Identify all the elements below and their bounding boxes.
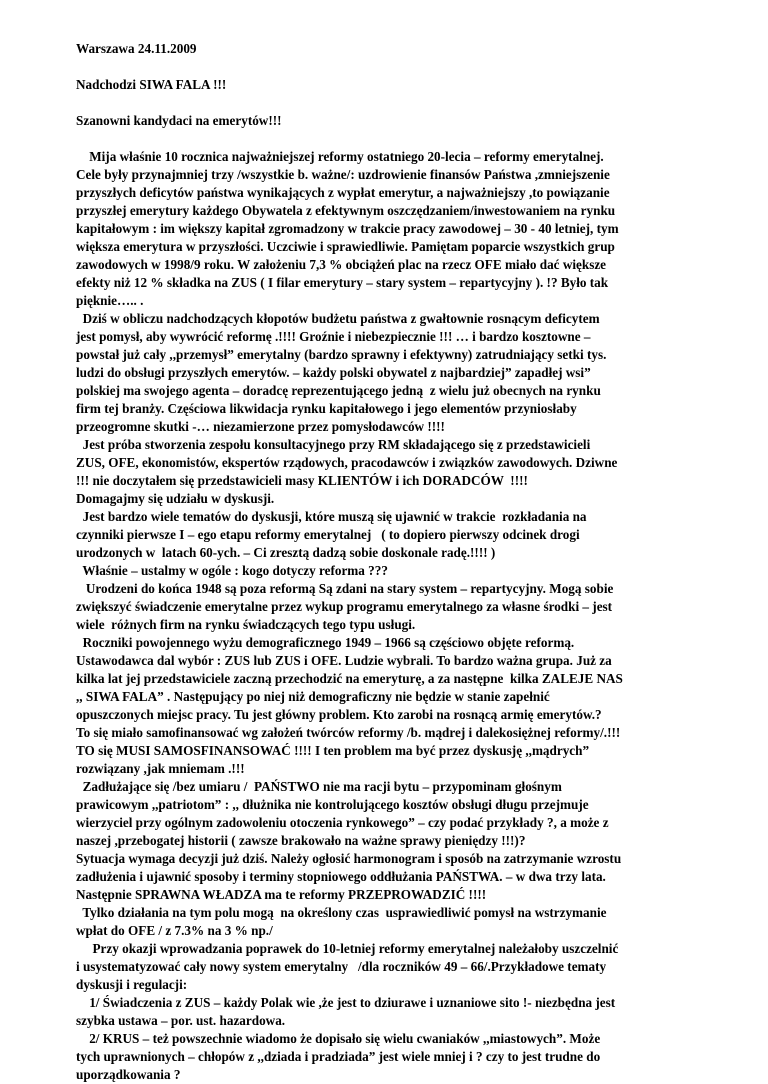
body-line: dyskusji i regulacji:	[76, 977, 188, 992]
body-line: urodzonych w latach 60-ych. – Ci zresztą dadzą sobie doskonale radę.!!!! )	[76, 545, 496, 560]
body-line: przeogromne skutki -… niezamierzone przez pomysłodawców !!!!	[76, 419, 445, 434]
salutation: Szanowni kandydaci na emerytów!!!	[76, 113, 282, 128]
body-line: opuszczonych miejsc pracy. Tu jest główny problem. Kto zarobi na rosnącą armię emerytów.?	[76, 707, 602, 722]
body-line: Ustawodawca dal wybór : ZUS lub ZUS i OFE. Ludzie wybrali. To bardzo ważna grupa. Już za	[76, 653, 612, 668]
body-line: !!! nie doczytałem się przedstawicieli masy KLIENTÓW i ich DORADCÓW !!!!	[76, 473, 528, 488]
body-line: prawicowym ,,patriotom” : ,, dłużnika nie kontrolującego kosztów obsługi długu przejmuje	[76, 797, 589, 812]
body-line: jest pomysł, aby wywrócić reformę .!!!! Groźnie i niebezpiecznie !!! … i bardzo kosztowne –	[76, 329, 591, 344]
body-line: naszej ,przebogatej historii ( zawsze brakowało na ważne sprawy pieniędzy !!!)?	[76, 833, 526, 848]
body-line: To się miało samofinansować wg założeń twórców reformy /b. mądrej i dalekosiężnej reformy/.!!!	[76, 725, 621, 740]
body-line: Urodzeni do końca 1948 są poza reformą Są zdani na stary system – repartycyjny. Mogą sobie	[76, 581, 614, 596]
body-line: i usystematyzować cały nowy system emerytalny /dla roczników 49 – 66/.Przykładowe tematy	[76, 959, 607, 974]
body-line: wpłat do OFE / z 7.3% na 3 % np./	[76, 923, 273, 938]
body-line: zwiększyć świadczenie emerytalne przez wykup programu emerytalnego za własne środki – jest	[76, 599, 613, 614]
body-line: rozwiązany ,jak mniemam .!!!	[76, 761, 245, 776]
body-line: TO się MUSI SAMOSFINANSOWAĆ !!!! I ten problem ma być przez dyskusję ,,mądrych”	[76, 743, 590, 758]
body-line: uporządkowania ?	[76, 1067, 181, 1082]
body-line: ,, SIWA FALA” . Następujący po niej niż demograficzny nie będzie w stanie zapełnić	[76, 689, 550, 704]
body-line: Tylko działania na tym polu mogą na określony czas usprawiedliwić pomysł na wstrzymanie	[76, 905, 607, 920]
body-line: przyszłej emerytury każdego Obywatela z efektywnym oszczędzaniem/inwestowaniem na rynku	[76, 203, 616, 218]
body-line: zadłużenia i ujawnić sposoby i terminy stopniowego oddłużania PAŃSTWA. – w dwa trzy lata.	[76, 869, 606, 884]
body-line: przyszłych deficytów państwa wynikających z wypłat emerytur, a najważniejszy ,to powiązanie	[76, 185, 610, 200]
date-line: Warszawa 24.11.2009	[76, 41, 197, 56]
body-line: Roczniki powojennego wyżu demograficznego 1949 – 1966 są częściowo objęte reformą.	[76, 635, 575, 650]
body-line: Przy okazji wprowadzania poprawek do 10-letniej reformy emerytalnej należałoby uszczelnić	[76, 941, 619, 956]
body-line: większa emerytura w przyszłości. Uczciwie i sprawiedliwie. Pamiętam poparcie wszystkich grup	[76, 239, 615, 254]
body-line: szybka ustawa – por. ust. hazardowa.	[76, 1013, 286, 1028]
body-line: czynniki pierwsze I – ego etapu reformy emerytalnej ( to dopiero pierwszy odcinek drogi	[76, 527, 580, 542]
body-line: Domagajmy się udziału w dyskusji.	[76, 491, 275, 506]
body-line: 2/ KRUS – też powszechnie wiadomo że dopisało się wielu cwaniaków ,,miastowych”. Może	[76, 1031, 601, 1046]
body-line: ludzi do obsługi przyszłych emerytów. – każdy polski obywatel z najbardziej” zapadłej wsi”	[76, 365, 591, 380]
body-line: 1/ Świadczenia z ZUS – każdy Polak wie ,że jest to dziurawe i uznaniowe sito !- niezbędna jest	[76, 995, 616, 1010]
body-line: efekty niż 12 % składka na ZUS ( I filar emerytury – stary system – repartycyjny ). !? Było tak	[76, 275, 609, 290]
body-line: Sytuacja wymaga decyzji już dziś. Należy ogłosić harmonogram i sposób na zatrzymanie wzrostu	[76, 851, 622, 866]
body-line: firm tej branży. Częściowa likwidacja rynku kapitałowego i jego elementów przyniosłaby	[76, 401, 577, 416]
body-line: powstał już cały ,,przemysł” emerytalny (bardzo sprawny i efektywny) zatrudniający setki tys.	[76, 347, 607, 362]
body-line: Jest próba stworzenia zespołu konsultacyjnego przy RM składającego się z przedstawicieli	[76, 437, 591, 452]
body-line: Następnie SPRAWNA WŁADZA ma te reformy PRZEPROWADZIĆ !!!!	[76, 887, 487, 902]
body-line: wierzyciel przy ogólnym zadowoleniu otoczenia rynkowego” – czy podać przykłady ?, a może z	[76, 815, 609, 830]
body-line: kapitałowym : im większy kapitał zgromadzony w trakcie pracy zawodowej – 30 - 40 letniej, tym	[76, 221, 619, 236]
body-line: wiele różnych firm na rynku świadczących tego typu usługi.	[76, 617, 416, 632]
body-line: ZUS, OFE, ekonomistów, ekspertów rządowych, pracodawców i związków zawodowych. Dziwne	[76, 455, 618, 470]
body-line: zawodowych w 1998/9 roku. W założeniu 7,3 % obciążeń plac na rzecz OFE miało dać większe	[76, 257, 607, 272]
body-line: tych uprawnionych – chłopów z ,,dziada i pradziada” jest wiele mniej i ? czy to jest trudne do	[76, 1049, 601, 1064]
letter-body	[76, 148, 708, 1084]
body-line: pięknie….. .	[76, 293, 144, 308]
body-line: kilka lat jej przedstawiciele zaczną przechodzić na emeryturę, a za następne kilka ZALEJE NAS	[76, 671, 623, 686]
body-line: Mija właśnie 10 rocznica najważniejszej reformy ostatniego 20-lecia – reformy emerytalnej.	[76, 149, 604, 164]
body-line: Dziś w obliczu nadchodzących kłopotów budżetu państwa z gwałtownie rosnącym deficytem	[76, 311, 600, 326]
body-line: Cele były przynajmniej trzy /wszystkie b. ważne/: uzdrowienie finansów Państwa ,zmniejszenie	[76, 167, 610, 182]
body-line: Jest bardzo wiele tematów do dyskusji, które muszą się ujawnić w trakcie rozkładania na	[76, 509, 587, 524]
body-line: Właśnie – ustalmy w ogóle : kogo dotyczy reforma ???	[76, 563, 388, 578]
body-line: polskiej ma swojego agenta – doradcę reprezentującego jedną z wielu już obecnych na rynku	[76, 383, 601, 398]
body-line: Zadłużające się /bez umiaru / PAŃSTWO nie ma racji bytu – przypominam głośnym	[76, 779, 562, 794]
headline: Nadchodzi SIWA FALA !!!	[76, 77, 227, 92]
